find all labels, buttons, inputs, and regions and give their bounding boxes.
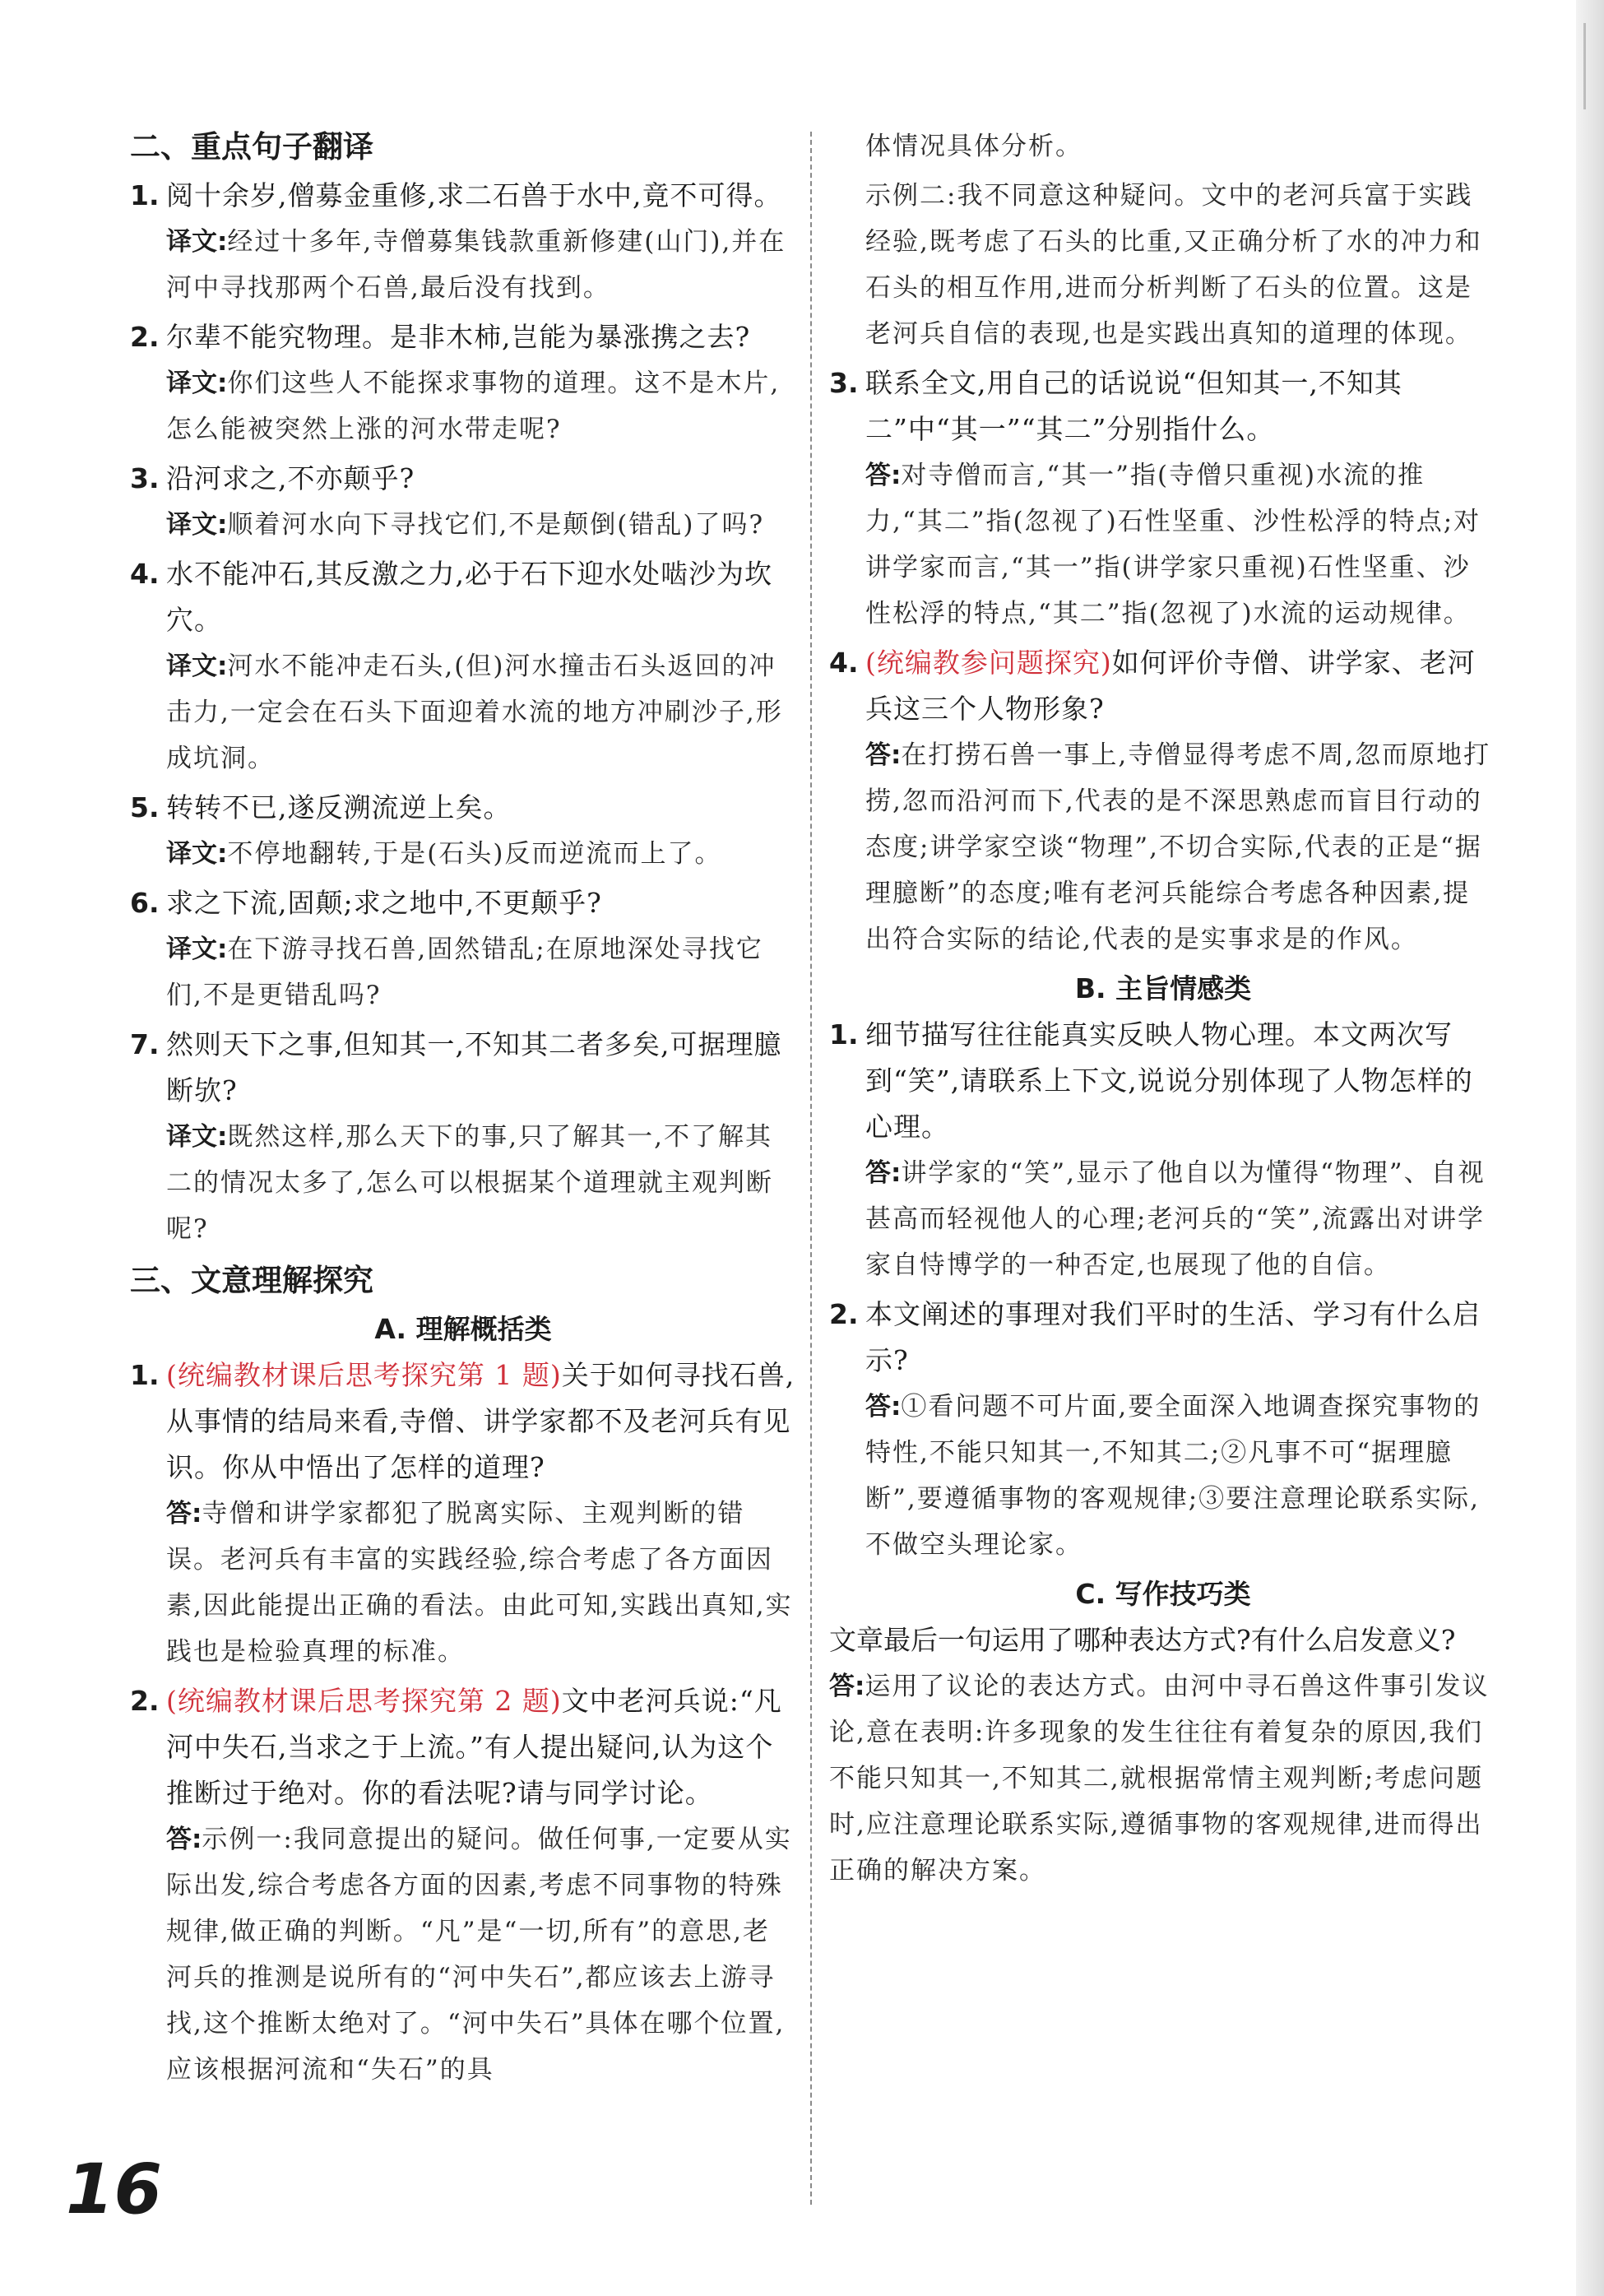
answer bbox=[166, 926, 796, 1018]
column-divider bbox=[810, 132, 812, 2205]
answer-text: 讲学家的“笑”,显示了他自以为懂得“物理”、自视甚高而轻视他人的心理;老河兵的“笑”,流露出对讲学家自恃博学的一种否定,也展现了他的自信。 bbox=[865, 1158, 1486, 1280]
left-column bbox=[130, 123, 796, 2096]
source-tag: (统编教参问题探究) bbox=[865, 647, 1112, 679]
answer-example-two: 示例二:我不同意这种疑问。文中的老河兵富于实践经验,既考虑了石头的比重,又正确分析了水的冲力和石头的相互作用,进而分析判断了石头的位置。这是老河兵自信的表现,也是实践出真知的道理的体现。 bbox=[865, 181, 1482, 349]
answer bbox=[865, 1150, 1497, 1288]
question-text bbox=[865, 640, 1497, 732]
answer-label: 译文: bbox=[166, 227, 228, 257]
answer bbox=[166, 643, 796, 782]
answer-text: 你们这些人不能探求事物的道理。这不是木片,怎么能被突然上涨的河水带走呢? bbox=[166, 369, 781, 444]
answer bbox=[166, 502, 796, 548]
answer-label: 答: bbox=[166, 1499, 202, 1528]
answer-text: 既然这样,那么天下的事,只了解其一,不了解其二的情况太多了,怎么可以根据某个道理就主观判断呢? bbox=[166, 1122, 773, 1244]
list-item bbox=[130, 456, 796, 548]
answer-label: 答: bbox=[865, 1392, 902, 1422]
item-number: 7. bbox=[130, 1028, 160, 1060]
question-text: 细节描写往往能真实反映人物心理。本文两次写到“笑”,请联系上下文,说说分别体现了人物怎样的心理。 bbox=[865, 1018, 1473, 1143]
answer-text: 在打捞石兽一事上,寺僧显得考虑不周,忽而原地打捞,忽而沿河而下,代表的是不深思熟虑而盲目行动的态度;讲学家空谈“物理”,不切合实际,代表的正是“据理臆断”的态度;唯有老河兵能综合考虑各种因素,提出符合实际的结论,代表的是实事求是的作风。 bbox=[865, 740, 1491, 954]
item-number: 6. bbox=[130, 887, 160, 919]
question-text: 然则天下之事,但知其一,不知其二者多矣,可据理臆断欤? bbox=[166, 1028, 782, 1106]
list-item bbox=[829, 360, 1497, 637]
item-number: 2. bbox=[829, 1298, 859, 1330]
item-number: 4. bbox=[829, 647, 859, 679]
question-text: 本文阐述的事理对我们平时的生活、学习有什么启示? bbox=[865, 1298, 1481, 1376]
answer-label: 答: bbox=[829, 1672, 865, 1701]
answer-continuation: 体情况具体分析。 bbox=[865, 132, 1082, 161]
answer-label: 译文: bbox=[166, 652, 228, 681]
list-item bbox=[829, 1292, 1497, 1568]
list-item bbox=[130, 314, 796, 452]
answer-text: 运用了议论的表达方式。由河中寻石兽这件事引发议论,意在表明:许多现象的发生往往有着复杂的原因,我们不能只知其一,不知其二,就根据常情主观判断;考虑问题时,应注意理论联系实际,遵循事物的客观规律,进而得出正确的解决方案。 bbox=[829, 1672, 1490, 1886]
item-number: 4. bbox=[130, 558, 160, 590]
list-item bbox=[130, 880, 796, 1018]
item-number: 1. bbox=[829, 1018, 859, 1051]
right-column bbox=[829, 123, 1497, 1894]
answer-label: 译文: bbox=[166, 369, 228, 398]
list-item bbox=[130, 1352, 796, 1675]
answer-text: ①看问题不可片面,要全面深入地调查探究事物的特性,不能只知其一,不知其二;②凡事不可“据理臆断”,要遵循事物的客观规律;③要注意理论联系实际,不做空头理论家。 bbox=[865, 1392, 1481, 1560]
question-text: 阅十余岁,僧募金重修,求二石兽于水中,竟不可得。 bbox=[166, 179, 782, 211]
question-text: 尔辈不能究物理。是非木柿,岂能为暴涨携之去? bbox=[166, 321, 751, 353]
answer bbox=[166, 1114, 796, 1252]
answer-text: 顺着河水向下寻找它们,不是颠倒(错乱)了吗? bbox=[227, 510, 765, 540]
item-number: 5. bbox=[130, 791, 160, 823]
answer bbox=[166, 831, 796, 877]
answer-label: 译文: bbox=[166, 935, 228, 964]
answer-label: 答: bbox=[865, 1158, 902, 1188]
question-text: 联系全文,用自己的话说说“但知其一,不知其二”中“其一”“其二”分别指什么。 bbox=[865, 367, 1402, 445]
question-text: 求之下流,固颠;求之地中,不更颠乎? bbox=[166, 887, 602, 919]
answer bbox=[166, 360, 796, 452]
answer-label: 答: bbox=[166, 1825, 202, 1854]
answer bbox=[865, 1384, 1497, 1568]
list-item bbox=[130, 785, 796, 877]
answer-text: 对寺僧而言,“其一”指(寺僧只重视)水流的推力,“其二”指(忽视了)石性坚重、沙性松浮的特点;对讲学家而言,“其一”指(讲学家只重视)石性坚重、沙性松浮的特点,“其二”指(忽视了)水流的运动规律。 bbox=[865, 461, 1481, 629]
answer-label: 译文: bbox=[166, 1122, 228, 1152]
answer-text: 在下游寻找石兽,固然错乱;在原地深处寻找它们,不是更错乱吗? bbox=[166, 935, 763, 1010]
item-number: 2. bbox=[130, 321, 160, 353]
section-title-translation: 二、重点句子翻译 bbox=[130, 129, 373, 165]
question-body: 文中老河兵说:“凡河中失石,当求之于上流。”有人提出疑问,认为这个推断过于绝对。你的看法呢?请与同学讨论。 bbox=[166, 1685, 782, 1809]
question-text: 转转不已,遂反溯流逆上矣。 bbox=[166, 791, 512, 823]
answer-label: 译文: bbox=[166, 839, 228, 869]
answer bbox=[865, 452, 1497, 637]
subsection-title-a: A. 理解概括类 bbox=[374, 1313, 552, 1345]
item-number: 3. bbox=[829, 367, 859, 399]
answer-label: 答: bbox=[865, 461, 902, 490]
answer bbox=[166, 1491, 796, 1675]
source-tag: (统编教材课后思考探究第 1 题) bbox=[166, 1359, 562, 1391]
question-text bbox=[166, 1678, 796, 1816]
answer-text: 河水不能冲走石头,(但)河水撞击石头返回的冲击力,一定会在石头下面迎着水流的地方冲刷沙子,形成坑洞。 bbox=[166, 652, 783, 773]
answer-label: 答: bbox=[865, 740, 902, 770]
item-number: 1. bbox=[130, 1359, 160, 1391]
section-title-comprehension: 三、文意理解探究 bbox=[130, 1263, 373, 1298]
answer-text: 不停地翻转,于是(石头)反而逆流而上了。 bbox=[227, 839, 722, 869]
answer bbox=[166, 1816, 796, 2093]
page-edge-line bbox=[1583, 23, 1586, 109]
item-number: 3. bbox=[130, 462, 160, 494]
question-text bbox=[166, 1352, 796, 1491]
list-item bbox=[130, 1022, 796, 1252]
answer bbox=[829, 1663, 1497, 1894]
question-body: 如何评价寺僧、讲学家、老河兵这三个人物形象? bbox=[865, 647, 1476, 725]
list-item bbox=[130, 551, 796, 782]
item-number: 1. bbox=[130, 179, 160, 211]
answer bbox=[865, 732, 1497, 962]
answer-text: 寺僧和讲学家都犯了脱离实际、主观判断的错误。老河兵有丰富的实践经验,综合考虑了各方面因素,因此能提出正确的看法。由此可知,实践出真知,实践也是检验真理的标准。 bbox=[166, 1499, 793, 1667]
subsection-title-c: C. 写作技巧类 bbox=[1075, 1578, 1251, 1610]
page-edge bbox=[1576, 0, 1604, 2296]
answer-text: 经过十多年,寺僧募集钱款重新修建(山门),并在河中寻找那两个石兽,最后没有找到。 bbox=[166, 227, 786, 303]
source-tag: (统编教材课后思考探究第 2 题) bbox=[166, 1685, 562, 1717]
item-number: 2. bbox=[130, 1685, 160, 1717]
answer-label: 译文: bbox=[166, 510, 228, 540]
list-item bbox=[829, 640, 1497, 962]
answer bbox=[166, 219, 796, 311]
question-text: 文章最后一句运用了哪种表达方式?有什么启发意义? bbox=[829, 1624, 1456, 1656]
subsection-title-b: B. 主旨情感类 bbox=[1074, 972, 1252, 1004]
answer-text: 示例一:我同意提出的疑问。做任何事,一定要从实际出发,综合考虑各方面的因素,考虑不同事物的特殊规律,做正确的判断。“凡”是“一切,所有”的意思,老河兵的推测是说所有的“河中失石”,都应该去上游寻找,这个推断太绝对了。“河中失石”具体在哪个位置,应该根据河流和“失石”的具 bbox=[166, 1825, 792, 2085]
question-body: 关于如何寻找石兽,从事情的结局来看,寺僧、讲学家都不及老河兵有见识。你从中悟出了怎样的道理? bbox=[166, 1359, 795, 1483]
question-text: 水不能冲石,其反激之力,必于石下迎水处啮沙为坎穴。 bbox=[166, 558, 772, 636]
list-item bbox=[130, 1678, 796, 2093]
question-text: 沿河求之,不亦颠乎? bbox=[166, 462, 415, 494]
list-item bbox=[829, 1012, 1497, 1288]
page-number: 16 bbox=[66, 2149, 162, 2229]
list-item bbox=[130, 173, 796, 311]
